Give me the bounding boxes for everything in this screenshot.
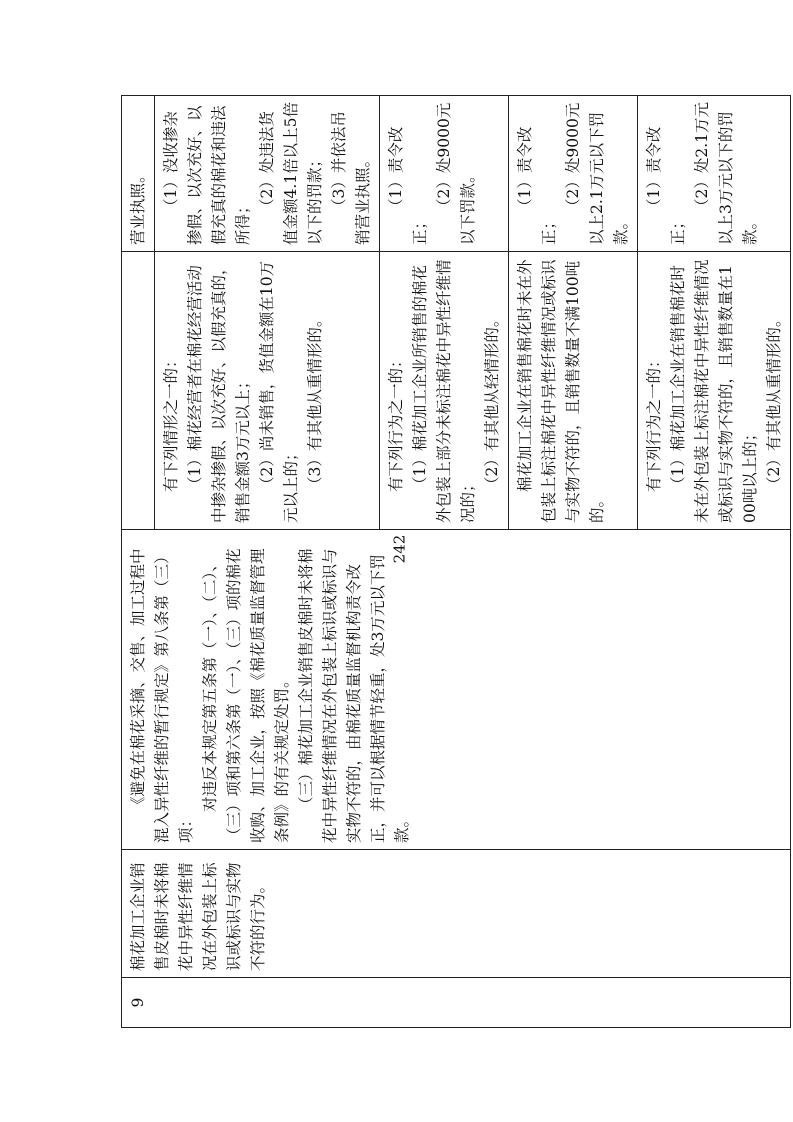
penalty-line: （1）责令改正； — [516, 126, 558, 245]
circumstances-cell — [638, 252, 791, 530]
penalty-line: （1）没收掺杂掺假、以次充好、以假充真的棉花和违法所得； — [162, 105, 252, 245]
violation-description: 棉花加工企业销售皮棉时未将棉花中异性纤维情况在外包装上标识或标识与实物不符的行为。 — [122, 850, 791, 978]
circumstance-line: （2）尚未销售，货值金额在10万元以上的； — [258, 260, 300, 523]
row-number: 9 — [122, 978, 791, 1028]
circumstances-cell: 棉花加工企业在销售棉花时未在外包装上标注棉花中异性纤维情况或标识与实物不符的，且销售数量不满100吨的。 — [509, 252, 638, 530]
legal-basis — [122, 530, 791, 850]
circumstance-line: （3）有其他从重情形的。 — [306, 311, 324, 492]
penalty-line: （2）处9000元以下罚款。 — [435, 102, 477, 245]
circumstances-cell — [122, 252, 155, 530]
circumstance-line: （1）棉花经营者在棉花经营活动中掺杂掺假、以次充好、以假充真的，销售金额3万元以上； — [186, 259, 252, 523]
table-row — [122, 96, 155, 1028]
penalty-cell — [380, 96, 509, 252]
penalty-cell — [638, 96, 791, 252]
penalty-line: （2）处违法货值金额4.1倍以上5倍以下的罚款； — [258, 101, 324, 245]
legal-basis-paragraph: 《避免在棉花采摘、交售、加工过程中混入异性纤维的暂行规定》第八条第（三）项： — [129, 548, 195, 843]
circumstances-cell — [380, 252, 509, 530]
legal-basis-paragraph: （三）棉花加工企业销售皮棉时未将棉花中异性纤维情况在外包装上标识或标识与实物不符的，由棉花质量监督机构责令改正，并可以根据情节轻重，处3万元以下罚款。 — [297, 548, 411, 843]
circumstance-line: 有下列行为之一的： — [645, 352, 663, 492]
penalty-line: （1）责令改正； — [387, 126, 429, 245]
circumstance-line: （2）有其他从轻情形的。 — [483, 311, 501, 492]
legal-basis-paragraph: 对违反本规定第五条第（一）、（二）、（三）项和第六条第（一）、（三）项的棉花收购、加工企业，按照《棉花质量监督管理条例》的有关规定处罚。 — [201, 548, 291, 843]
penalty-line: （1）责令改正； — [645, 126, 687, 245]
penalty-cell: 营业执照。 — [122, 96, 155, 252]
circumstance-line: （2）有其他从重情形的。 — [765, 311, 783, 492]
circumstance-line: 有下列情形之一的： — [162, 352, 180, 492]
page-number: 242 — [390, 534, 409, 564]
penalty-cell — [509, 96, 638, 252]
penalty-line: （2）处9000元以上2.1万元以下罚款。 — [564, 102, 630, 245]
penalty-standard-table — [121, 95, 791, 1028]
penalty-cell — [155, 96, 380, 252]
circumstance-line: 有下列行为之一的： — [387, 352, 405, 492]
circumstances-cell — [155, 252, 380, 530]
penalty-line: （3）并依法吊销营业执照。 — [330, 111, 372, 245]
circumstance-line: （1）棉花加工企业所销售的棉花外包装上部分未标注棉花中异性纤维情况的； — [411, 259, 477, 523]
penalty-line: （2）处2.1万元以上3万元以下的罚款。 — [693, 101, 759, 245]
circumstance-line: （1）棉花加工企业在销售棉花时未在外包装上标注棉花中异性纤维情况或标识与实物不符的，且销售数量在100吨以上的； — [669, 259, 759, 523]
